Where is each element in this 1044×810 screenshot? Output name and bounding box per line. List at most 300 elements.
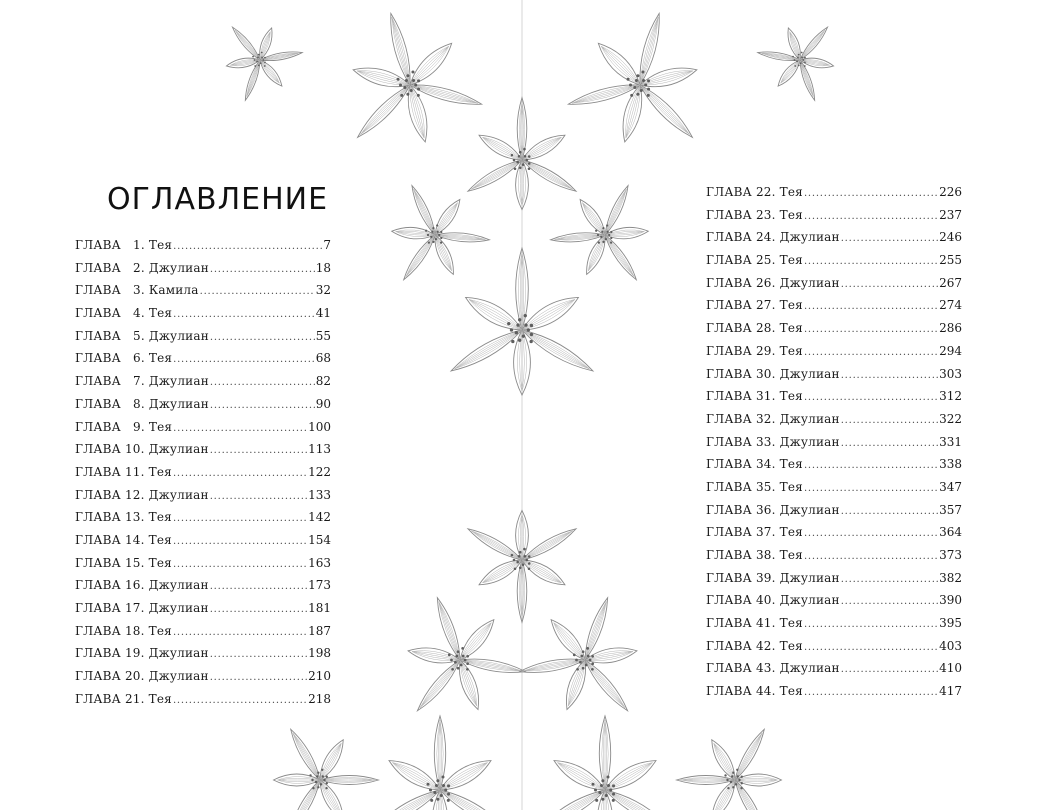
orchid-speckle: [440, 794, 443, 797]
toc-entry[interactable]: [706, 389, 962, 412]
orchid-speckle: [530, 324, 533, 327]
dot-leader: [804, 253, 938, 267]
page-number: 303: [939, 366, 962, 381]
orchid-speckle: [461, 647, 464, 650]
orchid-speckle: [636, 93, 639, 96]
orchid-speckle: [737, 775, 739, 777]
chapter-label: ГЛАВА 43. Джулиан: [706, 661, 840, 676]
petal-vein: [396, 230, 435, 235]
orchid-speckle: [264, 57, 266, 59]
page-number: 237: [939, 207, 962, 222]
orchid-speckle: [518, 155, 521, 158]
orchid-speckle: [317, 771, 319, 773]
orchid-speckle: [582, 650, 585, 653]
chapter-label: ГЛАВА 19. Джулиан: [75, 646, 209, 661]
orchid-speckle: [432, 241, 434, 243]
orchid-speckle: [726, 779, 728, 781]
page-number: 7: [323, 238, 331, 252]
toc-entry[interactable]: [75, 510, 331, 533]
page-number: 267: [939, 275, 962, 290]
orchid-speckle: [524, 314, 527, 317]
orchid-speckle: [595, 799, 598, 802]
petal-vein: [781, 60, 800, 83]
dot-leader: [173, 624, 307, 638]
orchid-speckle: [264, 65, 266, 67]
orchid-speckle: [801, 57, 803, 59]
orchid-speckle: [464, 659, 467, 662]
page-number: 187: [308, 623, 331, 638]
orchid-speckle: [428, 242, 430, 244]
orchid-speckle: [591, 662, 594, 665]
petal-vein: [410, 85, 424, 138]
toc-left-column: [75, 238, 331, 714]
orchid-speckle: [608, 234, 610, 236]
petal-vein: [469, 299, 522, 330]
orchid-speckle: [731, 775, 733, 777]
orchid-speckle: [451, 668, 454, 671]
dot-leader: [210, 669, 307, 683]
orchid-speckle: [315, 781, 317, 783]
dot-leader: [173, 420, 307, 434]
page-number: 68: [315, 351, 331, 366]
petal-vein: [557, 763, 605, 790]
orchid-speckle: [256, 61, 258, 63]
chapter-label: ГЛАВА 11. Тея: [75, 464, 172, 479]
toc-entry[interactable]: [706, 185, 962, 208]
orchid-speckle: [528, 562, 531, 565]
petal-vein: [293, 733, 320, 780]
chapter-label: ГЛАВА 33. Джулиан: [706, 434, 840, 449]
chapter-label: ГЛАВА 4. Тея: [75, 306, 173, 321]
petal-vein: [554, 623, 585, 660]
toc-entry[interactable]: [706, 571, 962, 594]
chapter-label: ГЛАВА 13. Тея: [75, 510, 172, 525]
toc-entry[interactable]: [75, 646, 331, 669]
dot-leader: [210, 488, 307, 502]
orchid-speckle: [447, 784, 450, 787]
dot-leader: [841, 412, 938, 426]
dot-leader: [841, 593, 938, 607]
orchid-speckle: [647, 79, 650, 82]
orchid-speckle: [524, 155, 527, 158]
orchid-speckle: [630, 94, 633, 97]
chapter-label: ГЛАВА 42. Тея: [706, 638, 803, 653]
orchid-speckle: [426, 783, 429, 786]
dot-leader: [841, 435, 938, 449]
page-number: 41: [315, 306, 331, 321]
orchid-speckle: [438, 234, 440, 236]
toc-entry[interactable]: [706, 412, 962, 435]
page-number: 312: [939, 389, 962, 404]
chapter-label: ГЛАВА 15. Тея: [75, 555, 172, 570]
toc-entry[interactable]: [75, 374, 331, 397]
orchid-speckle: [441, 776, 444, 779]
dot-leader: [804, 480, 938, 494]
toc-entry[interactable]: [706, 661, 962, 684]
orchid-speckle: [740, 787, 742, 789]
orchid-speckle: [430, 799, 433, 802]
dot-leader: [841, 571, 938, 585]
orchid-speckle: [594, 788, 597, 791]
chapter-label: ГЛАВА 22. Тея: [706, 185, 803, 199]
toc-entry[interactable]: [706, 525, 962, 548]
orchid-speckle: [796, 61, 798, 63]
orchid-speckle: [435, 784, 438, 787]
page-number: 210: [308, 669, 331, 684]
orchid-speckle: [526, 159, 529, 162]
toc-entry[interactable]: [75, 238, 331, 261]
orchid-speckle: [312, 787, 314, 789]
chapter-label: ГЛАВА 1. Тея: [75, 238, 173, 252]
orchid-speckle: [254, 65, 256, 67]
orchid-speckle: [323, 779, 325, 781]
chapter-label: ГЛАВА 44. Тея: [706, 684, 803, 699]
orchid-speckle: [633, 86, 636, 89]
orchid-speckle: [647, 94, 650, 97]
orchid-speckle: [447, 799, 450, 802]
page-number: 55: [315, 328, 331, 343]
orchid-speckle: [527, 328, 530, 331]
page-number: 246: [939, 230, 962, 245]
orchid-speckle: [802, 59, 804, 61]
orchid-speckle: [804, 62, 806, 64]
chapter-label: ГЛАВА 17. Джулиан: [75, 601, 209, 615]
petal-vein: [800, 30, 825, 60]
orchid-speckle: [612, 799, 615, 802]
page-number: 373: [939, 548, 962, 562]
toc-entry[interactable]: [706, 639, 962, 662]
orchid-speckle: [610, 231, 612, 233]
toc-entry[interactable]: [75, 420, 331, 443]
orchid-speckle: [607, 784, 610, 787]
petal-vein: [357, 71, 410, 85]
petal-vein: [640, 71, 693, 85]
page-number: 403: [939, 638, 962, 653]
chapter-label: ГЛАВА 38. Тея: [706, 548, 803, 562]
orchid-speckle: [462, 655, 465, 658]
page-number: 255: [939, 253, 962, 268]
orchid-speckle: [794, 65, 796, 67]
orchid-speckle: [411, 71, 414, 74]
orchid-speckle: [311, 779, 313, 781]
chapter-label: ГЛАВА 5. Джулиан: [75, 328, 209, 343]
petal-vein: [714, 743, 735, 780]
dot-leader: [804, 457, 938, 471]
toc-entry[interactable]: [75, 669, 331, 692]
page-number: 32: [315, 283, 331, 298]
toc-entry[interactable]: [75, 488, 331, 511]
dot-leader: [804, 684, 938, 698]
page-number: 331: [939, 434, 962, 449]
orchid-speckle: [320, 783, 322, 785]
page-number: 294: [939, 343, 962, 358]
orchid-speckle: [636, 74, 639, 77]
toc-entry[interactable]: [706, 208, 962, 231]
page-number: 142: [308, 510, 331, 525]
orchid-speckle: [457, 650, 460, 653]
dot-leader: [210, 397, 315, 411]
chapter-label: ГЛАВА 21. Тея: [75, 691, 172, 706]
toc-entry[interactable]: [706, 593, 962, 616]
toc-entry[interactable]: [706, 435, 962, 458]
petal-vein: [483, 137, 522, 160]
dot-leader: [841, 661, 938, 675]
orchid-speckle: [741, 776, 743, 778]
toc-entry[interactable]: [75, 556, 331, 579]
orchid-speckle: [724, 774, 726, 776]
chapter-label: ГЛАВА 31. Тея: [706, 389, 803, 404]
petal-vein: [406, 235, 435, 276]
page-number: 347: [939, 479, 962, 494]
orchid-speckle: [414, 83, 417, 86]
dot-leader: [173, 692, 307, 706]
dot-leader: [804, 321, 938, 335]
toc-entry[interactable]: [706, 367, 962, 390]
dot-leader: [841, 230, 938, 244]
page-number: 198: [308, 646, 331, 661]
petal-vein: [601, 46, 640, 85]
dot-leader: [804, 525, 938, 539]
orchid-speckle: [258, 54, 260, 56]
orchid-speckle: [412, 79, 415, 82]
orchid-speckle: [417, 88, 420, 91]
orchid-speckle: [605, 794, 608, 797]
toc-entry[interactable]: [75, 578, 331, 601]
dot-leader: [173, 533, 307, 547]
orchid-speckle: [442, 784, 445, 787]
petal-vein: [412, 652, 460, 660]
orchid-speckle: [798, 54, 800, 56]
orchid-speckle: [610, 242, 612, 244]
orchid-speckle: [586, 647, 589, 650]
orchid-speckle: [626, 78, 629, 81]
orchid-speckle: [436, 779, 439, 782]
dot-leader: [804, 548, 938, 562]
orchid-speckle: [580, 655, 583, 658]
page-title: ОГЛАВЛЕНИЕ: [107, 182, 329, 217]
orchid-speckle: [589, 659, 592, 662]
orchid-speckle: [514, 167, 517, 170]
orchid-speckle: [528, 567, 531, 570]
page-number: 364: [939, 525, 962, 540]
orchid-speckle: [440, 231, 442, 233]
orchid-speckle: [519, 567, 522, 570]
dot-leader: [173, 306, 315, 320]
dot-leader: [804, 389, 938, 403]
orchid-speckle: [519, 551, 522, 554]
orchid-speckle: [513, 159, 516, 162]
chapter-label: ГЛАВА 20. Джулиан: [75, 669, 209, 684]
orchid-speckle: [440, 242, 442, 244]
chapter-label: ГЛАВА 12. Джулиан: [75, 487, 209, 502]
orchid-speckle: [448, 653, 451, 656]
orchid-speckle: [741, 782, 743, 784]
orchid-speckle: [612, 793, 615, 796]
page-number: 173: [308, 578, 331, 593]
orchid-speckle: [466, 655, 469, 658]
orchid-speckle: [598, 242, 600, 244]
orchid-speckle: [440, 237, 442, 239]
dot-leader: [210, 374, 315, 388]
dot-leader: [173, 238, 322, 252]
orchid-speckle: [515, 331, 518, 334]
page-number: 82: [315, 374, 331, 389]
chapter-label: ГЛАВА 7. Джулиан: [75, 374, 209, 389]
orchid-speckle: [400, 94, 403, 97]
toc-entry[interactable]: [706, 480, 962, 503]
orchid-speckle: [264, 62, 266, 64]
orchid-speckle: [597, 234, 599, 236]
toc-entry[interactable]: [75, 692, 331, 715]
orchid-speckle: [460, 664, 463, 667]
petal-vein: [582, 203, 605, 235]
orchid-speckle: [804, 65, 806, 67]
orchid-speckle: [575, 659, 578, 662]
orchid-speckle: [640, 89, 643, 92]
orchid-speckle: [511, 554, 514, 557]
dot-leader: [210, 261, 315, 275]
page-number: 122: [308, 464, 331, 479]
orchid-speckle: [587, 655, 590, 658]
dot-leader: [841, 367, 938, 381]
orchid-speckle: [601, 231, 603, 233]
toc-entry[interactable]: [706, 457, 962, 480]
toc-entry[interactable]: [75, 351, 331, 374]
orchid-speckle: [600, 784, 603, 787]
orchid-speckle: [431, 231, 433, 233]
orchid-speckle: [804, 57, 806, 59]
petal-vein: [585, 660, 625, 708]
toc-entry[interactable]: [75, 465, 331, 488]
toc-entry[interactable]: [75, 283, 331, 306]
chapter-label: ГЛАВА 14. Тея: [75, 532, 172, 547]
toc-entry[interactable]: [75, 306, 331, 329]
orchid-speckle: [727, 787, 729, 789]
page-number: 18: [315, 260, 331, 275]
dot-leader: [173, 510, 307, 524]
orchid-speckle: [516, 561, 519, 564]
chapter-label: ГЛАВА 39. Джулиан: [706, 570, 840, 585]
chapter-label: ГЛАВА 32. Джулиан: [706, 411, 840, 426]
orchid-speckle: [600, 236, 602, 238]
petal-vein: [320, 743, 341, 780]
petal-vein: [471, 531, 522, 560]
petal-vein: [260, 60, 279, 83]
orchid-speckle: [518, 555, 521, 558]
orchid-speckle: [309, 774, 311, 776]
orchid-speckle: [513, 559, 516, 562]
orchid-speckle: [794, 59, 796, 61]
chapter-label: ГЛАВА 35. Тея: [706, 479, 803, 494]
orchid-speckle: [425, 230, 427, 232]
orchid-speckle: [735, 783, 737, 785]
orchid-speckle: [582, 667, 585, 670]
petal-vein: [360, 85, 410, 135]
orchid-speckle: [262, 59, 264, 61]
orchid-speckle: [526, 559, 529, 562]
toc-entry[interactable]: [706, 321, 962, 344]
toc-entry[interactable]: [706, 276, 962, 299]
orchid-speckle: [399, 83, 402, 86]
petal-vein: [522, 137, 561, 160]
orchid-speckle: [432, 227, 434, 229]
orchid-speckle: [447, 793, 450, 796]
toc-entry[interactable]: [706, 548, 962, 571]
orchid-speckle: [730, 781, 732, 783]
orchid-speckle: [529, 340, 532, 343]
toc-entry[interactable]: [706, 253, 962, 276]
toc-entry[interactable]: [706, 503, 962, 526]
chapter-label: ГЛАВА 24. Джулиан: [706, 230, 840, 245]
chapter-label: ГЛАВА 37. Тея: [706, 525, 803, 540]
toc-entry[interactable]: [75, 329, 331, 352]
chapter-label: ГЛАВА 27. Тея: [706, 298, 803, 313]
orchid-speckle: [642, 79, 645, 82]
orchid-speckle: [457, 667, 460, 670]
toc-entry[interactable]: [75, 261, 331, 284]
orchid-speckle: [738, 779, 740, 781]
orchid-speckle: [321, 769, 323, 771]
orchid-speckle: [516, 161, 519, 164]
petal-vein: [460, 623, 491, 660]
chapter-label: ГЛАВА 40. Джулиан: [706, 593, 840, 608]
chapter-label: ГЛАВА 30. Джулиан: [706, 366, 840, 381]
toc-entry[interactable]: [706, 298, 962, 321]
chapter-label: ГЛАВА 25. Тея: [706, 253, 803, 268]
toc-entry[interactable]: [75, 601, 331, 624]
orchid-speckle: [511, 340, 514, 343]
toc-entry[interactable]: [706, 616, 962, 639]
chapter-label: ГЛАВА 29. Тея: [706, 343, 803, 358]
page-number: 100: [308, 419, 331, 434]
dot-leader: [804, 639, 938, 653]
toc-entry[interactable]: [75, 533, 331, 556]
orchid-speckle: [317, 786, 319, 788]
page-number: 133: [308, 487, 331, 502]
petal-vein: [455, 330, 522, 369]
orchid-speckle: [417, 79, 420, 82]
toc-entry[interactable]: [706, 230, 962, 253]
page-number: 181: [308, 601, 331, 615]
toc-entry[interactable]: [706, 344, 962, 367]
toc-entry[interactable]: [75, 442, 331, 465]
orchid-speckle: [427, 234, 429, 236]
orchid-speckle: [573, 653, 576, 656]
orchid-speckle: [261, 57, 263, 59]
chapter-label: ГЛАВА 3. Камила: [75, 283, 199, 298]
orchid-speckle: [455, 655, 458, 658]
orchid-speckle: [518, 339, 521, 342]
dot-leader: [210, 442, 307, 456]
orchid-speckle: [606, 224, 608, 226]
page-number: 113: [308, 442, 331, 457]
orchid-speckle: [801, 52, 803, 54]
orchid-speckle: [403, 86, 406, 89]
toc-entry[interactable]: [706, 684, 962, 707]
chapter-label: ГЛАВА 16. Джулиан: [75, 578, 209, 593]
orchid-speckle: [797, 57, 799, 59]
orchid-speckle: [326, 776, 328, 778]
dot-leader: [210, 646, 307, 660]
orchid-speckle: [522, 334, 525, 337]
chapter-label: ГЛАВА 18. Тея: [75, 623, 172, 638]
orchid-speckle: [519, 151, 522, 154]
orchid-speckle: [798, 64, 800, 66]
petal-vein: [522, 560, 561, 583]
toc-entry[interactable]: [75, 624, 331, 647]
toc-entry[interactable]: [75, 397, 331, 420]
chapter-label: ГЛАВА 28. Тея: [706, 321, 803, 336]
